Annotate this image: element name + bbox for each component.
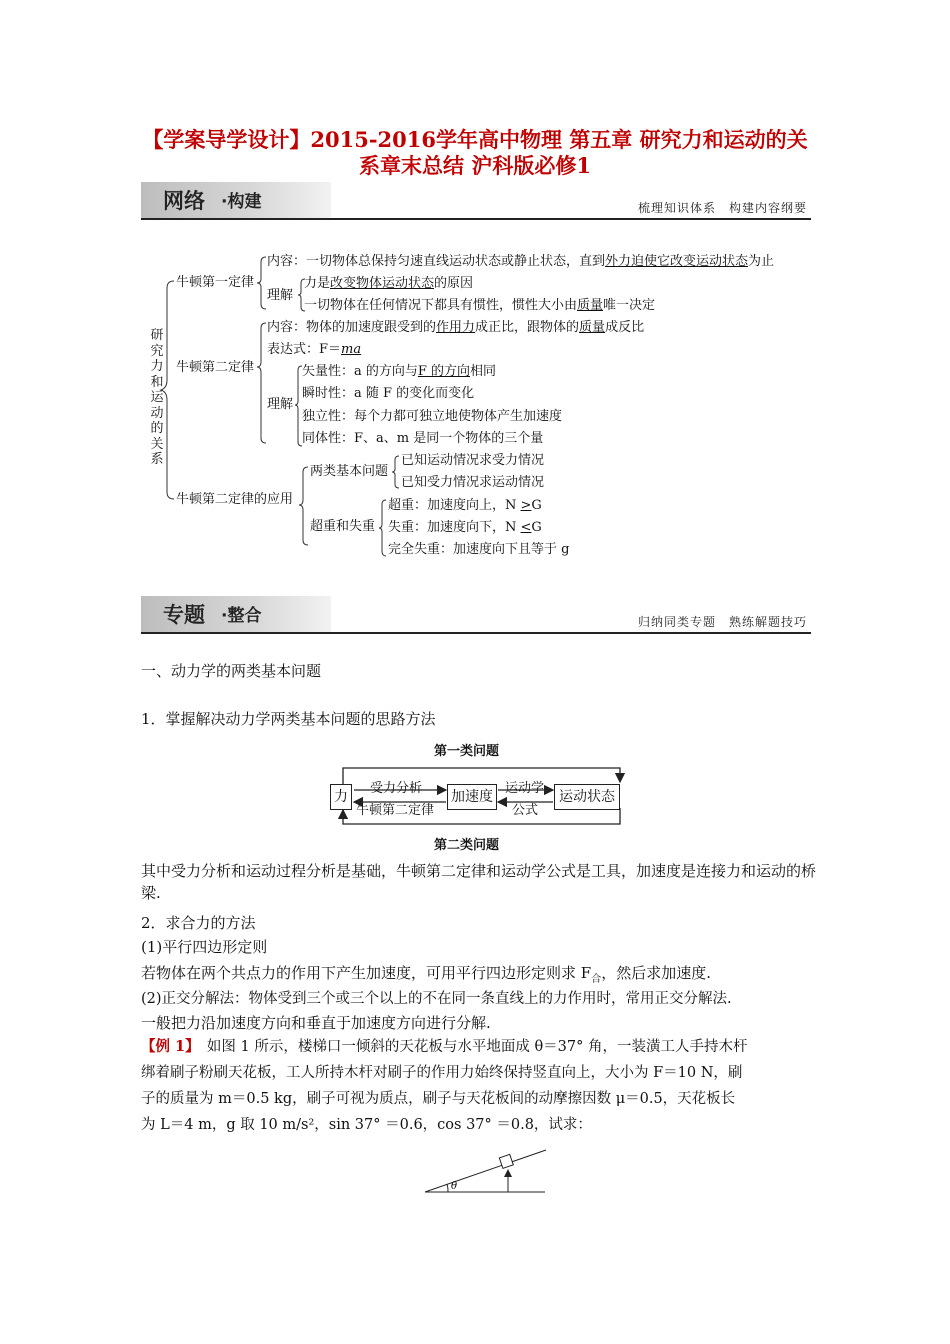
section-banner-topics — [141, 596, 811, 634]
tree-underlined-text: ma — [341, 342, 362, 357]
tree-text: 超重：加速度向上，N — [388, 498, 521, 513]
tree-text: 内容：一切物体总保持匀速直线运动状态或静止状态，直到 — [267, 254, 606, 269]
tree-text: 失重：加速度向下，N — [388, 520, 521, 535]
tree-law2-p3: 独立性：每个力都可独立地使物体产生加速度 — [302, 409, 563, 424]
tree-underlined-text: > — [520, 498, 532, 513]
tree-law2-understand: 理解 — [267, 397, 294, 412]
tree-two-types-t1: 已知运动情况求受力情况 — [401, 453, 545, 468]
flow-arrow1-top: 受力分析 — [370, 781, 423, 796]
tree-text: 一切物体在任何情况下都具有惯性，惯性大小由 — [304, 298, 578, 313]
banner-main-label: 专题 — [163, 603, 205, 627]
tree-text: 力是 — [304, 276, 331, 291]
flow-box-acceleration: 加速度 — [447, 784, 497, 810]
tree-brace-app — [298, 466, 310, 546]
section-banner-network — [141, 182, 811, 220]
figure-theta-label: θ — [451, 1181, 458, 1192]
tree-text: 内容：物体的加速度跟受到的 — [267, 320, 437, 335]
tree-text: 唯一决定 — [603, 298, 656, 313]
item-heading-1: 1．掌握解决动力学两类基本问题的思路方法 — [141, 710, 436, 728]
tree-underlined-text: F 的方向 — [417, 364, 471, 379]
tree-brace-root — [160, 280, 176, 500]
tree-two-types-t2: 已知受力情况求运动情况 — [401, 475, 545, 490]
tree-root-char: 动 — [150, 405, 164, 421]
paragraph-basis: 其中受力分析和运动过程分析是基础，牛顿第二定律和运动学公式是工具，加速度是连接力和运动的桥梁. — [141, 862, 817, 902]
tree-text: G — [531, 498, 542, 513]
tree-underlined-text: 外力迫使它改变运动状态 — [605, 254, 749, 269]
tree-weightless: 完全失重：加速度向下且等于 g — [388, 542, 570, 557]
tree-root-char: 和 — [150, 374, 164, 390]
flow-bottom-label: 第二类问题 — [434, 838, 500, 853]
body-text: 如图 1 所示，楼梯口一倾斜的天花板与水平地面成 θ＝37° 角，一装潢工人手持木杆 — [192, 1039, 748, 1055]
tree-text: 相同 — [470, 364, 497, 379]
banner-sub-label: ·构建 — [221, 192, 262, 212]
tree-root-char: 运 — [150, 390, 164, 405]
banner-sub-label: ·整合 — [221, 606, 262, 626]
example-line4: 为 L＝4 m，g 取 10 m/s²，sin 37° ＝0.6，cos 37° ＝0.8，试求： — [141, 1117, 592, 1133]
figure-brush-block — [499, 1154, 513, 1168]
tree-law2-content — [267, 320, 644, 336]
example-line3: 子的质量为 m＝0.5 kg，刷子可视为质点，刷子与天花板间的动摩擦因数 μ＝0.5，天花板长 — [141, 1091, 736, 1107]
tree-root-char: 力 — [150, 359, 164, 374]
tree-law2-expression — [267, 342, 361, 358]
body-text: 若物体在两个共点力的作用下产生加速度，可用平行四边形定则求 F — [141, 964, 592, 982]
tree-text: 矢量性：a 的方向与 — [302, 364, 418, 379]
section-heading: 一、动力学的两类基本问题 — [141, 662, 322, 680]
tree-root-char: 究 — [150, 343, 164, 359]
figure-angle-arc — [447, 1184, 448, 1192]
method-1-heading: (1)平行四边形定则 — [141, 938, 268, 956]
tree-underlined-text: 作用力 — [436, 320, 476, 335]
tree-root-char: 的 — [150, 421, 164, 436]
tree-root-char: 系 — [150, 452, 164, 467]
flow-top-label: 第一类问题 — [434, 744, 500, 759]
method-2-text-cont: 一般把力沿加速度方向和垂直于加速度方向进行分解. — [141, 1014, 491, 1032]
tree-text: 成正比，跟物体的 — [475, 320, 580, 335]
tree-text: G — [531, 520, 542, 535]
tree-text: 表达式：F＝ — [267, 342, 342, 357]
subscript: 合 — [591, 974, 602, 985]
tree-law2-p1 — [302, 364, 496, 380]
tree-text: 成反比 — [605, 320, 645, 335]
tree-law2app-label: 牛顿第二定律的应用 — [176, 492, 294, 507]
example-line2: 绑着刷子粉刷天花板，工人所持木杆对刷子的作用力始终保持竖直向上，大小为 F＝10 N，刷 — [141, 1065, 743, 1081]
figure-ceiling-line — [425, 1150, 546, 1192]
document-title-line2: 系章末总结 沪科版必修1 — [359, 153, 591, 178]
tree-underlined-text: < — [520, 520, 532, 535]
item-heading-2: 2．求合力的方法 — [141, 914, 256, 932]
tree-root-char: 关 — [150, 436, 164, 452]
flow-box-motion-state: 运动状态 — [554, 784, 620, 810]
tree-brace-two-types — [391, 455, 401, 489]
body-text: ，然后求加速度. — [601, 964, 711, 982]
tree-text: 为止 — [748, 254, 775, 269]
tree-underlined-text: 质量 — [577, 298, 604, 313]
tree-underweight — [388, 520, 542, 536]
tree-text: 的原因 — [434, 276, 474, 291]
flow-arrow1-bottom: 牛顿第二定律 — [356, 803, 435, 818]
banner-right-caption: 归纳同类专题 熟练解题技巧 — [637, 615, 807, 629]
tree-root-char: 研 — [150, 328, 164, 343]
tree-law2-p4: 同体性：F、a、m 是同一个物体的三个量 — [302, 431, 544, 446]
document-title-line1: 【学案导学设计】2015-2016学年高中物理 第五章 研究力和运动的关 — [142, 127, 808, 152]
method-1-text — [141, 962, 821, 991]
tree-law1-u2 — [304, 298, 655, 314]
tree-law1-label: 牛顿第一定律 — [176, 275, 255, 290]
tree-underlined-text: 质量 — [579, 320, 606, 335]
tree-overweight — [388, 498, 542, 514]
method-2-text: (2)正交分解法：物体受到三个或三个以上的不在同一条直线上的力作用时，常用正交分解法. — [141, 991, 732, 1007]
tree-brace-law2 — [256, 322, 268, 444]
tree-two-types-label: 两类基本问题 — [310, 464, 389, 479]
tree-law1-content — [267, 254, 774, 270]
tree-brace-over-under — [378, 499, 388, 557]
banner-right-caption: 梳理知识体系 构建内容纲要 — [637, 201, 807, 215]
banner-main-label: 网络 — [163, 189, 205, 213]
example-line1 — [141, 1036, 831, 1058]
tree-over-under-label: 超重和失重 — [310, 519, 376, 534]
figure-incline — [420, 1144, 550, 1196]
example-tag: 【例 1】 — [141, 1038, 193, 1055]
tree-law1-u1 — [304, 276, 473, 292]
flow-box-force: 力 — [330, 784, 352, 810]
flow-arrow2-bottom: 公式 — [512, 803, 539, 818]
tree-law1-understand: 理解 — [267, 288, 294, 303]
tree-law2-label: 牛顿第二定律 — [176, 360, 255, 375]
tree-law2-p2: 瞬时性：a 随 F 的变化而变化 — [302, 386, 475, 401]
tree-underlined-text: 改变物体运动状态 — [330, 276, 435, 291]
flow-arrow2-top: 运动学 — [505, 781, 545, 796]
